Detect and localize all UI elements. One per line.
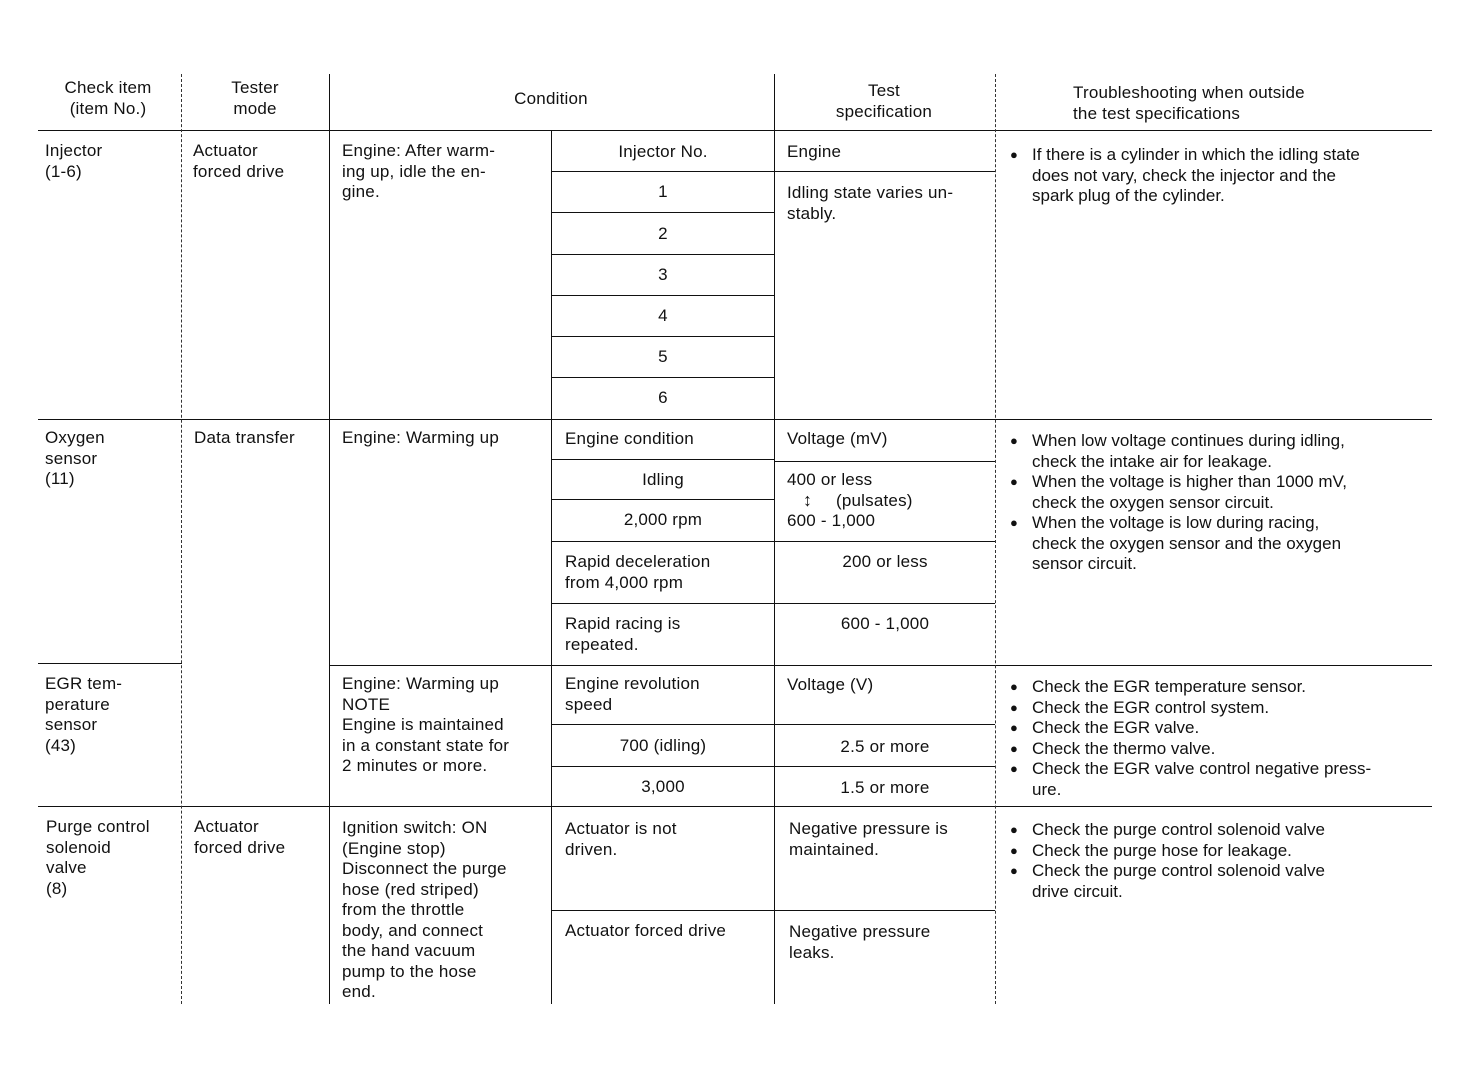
list-item: ● When the voltage is low during racing, check the oxygen sensor and the oxygen sensor circuit. (1008, 513, 1428, 575)
purge-mode: Actuator forced drive (194, 817, 286, 857)
oxygen-row-3-spec: 200 or less (842, 552, 928, 571)
egr-bottom-rule (38, 806, 1432, 807)
injector-spec-header: Engine (787, 142, 842, 161)
oxygen-row-1-spec: 400 or less (787, 470, 873, 489)
list-item: ● When low voltage continues during idling, check the intake air for leakage. (1008, 431, 1428, 472)
inj-rule-a (551, 171, 995, 172)
oxygen-row-1-condition: Idling (642, 470, 684, 489)
oxygen-bottom-rule (330, 665, 1432, 666)
egr-row-1-spec: 2.5 or more (840, 737, 930, 756)
list-item: ● Check the EGR temperature sensor. (1008, 677, 1432, 698)
egr-row-1-condition: 700 (idling) (619, 736, 707, 755)
egr-row-2-spec: 1.5 or more (840, 778, 930, 797)
egr-spec-header: Voltage (V) (787, 675, 874, 694)
list-item: ● Check the purge hose for leakage. (1008, 841, 1428, 862)
oxygen-row-2-condition: 2,000 rpm (623, 510, 703, 529)
injector-no-1: 1 (658, 182, 668, 201)
oxygen-item: Oxygen sensor (11) (45, 428, 105, 488)
list-item: ● Check the purge control solenoid valve (1008, 820, 1428, 841)
injector-no-6: 6 (658, 388, 668, 407)
list-item: ● If there is a cylinder in which the idling state does not vary, check the injector and the spark plug of the cylinder. (1008, 145, 1428, 207)
egr-troubleshooting (1008, 677, 1432, 800)
col-sep-1 (181, 74, 182, 1004)
oxygen-troubleshooting (1008, 431, 1428, 575)
inj-rule-5 (551, 377, 774, 378)
injector-troubleshooting (1008, 145, 1428, 207)
pulsate-arrow-icon: ↕ (803, 490, 812, 510)
header-tester-mode: Tester mode (231, 78, 279, 118)
oxy-rule-a (551, 459, 774, 460)
oxy-rule-c (551, 541, 995, 542)
oxygen-row-4-condition: Rapid racing is repeated. (565, 614, 681, 654)
oxygen-item-bottom-rule (38, 663, 182, 664)
oxygen-pulsates: (pulsates) (836, 491, 913, 510)
purge-rule-a (551, 910, 995, 911)
list-item: ● Check the purge control solenoid valve drive circuit. (1008, 861, 1428, 902)
header-test-specification: Test specification (835, 81, 933, 121)
injector-item: Injector (1-6) (45, 141, 103, 181)
purge-troubleshooting (1008, 820, 1428, 902)
injector-no-5: 5 (658, 347, 668, 366)
injector-no-header: Injector No. (618, 142, 708, 161)
oxygen-sub-header: Engine condition (565, 429, 694, 448)
oxygen-spec-header: Voltage (mV) (787, 429, 888, 448)
header-check-item: Check item (item No.) (64, 78, 152, 118)
oxygen-row-2-spec: 600 - 1,000 (787, 511, 876, 530)
inj-rule-2 (551, 254, 774, 255)
col-sep-5 (995, 74, 996, 1004)
injector-no-4: 4 (658, 306, 668, 325)
injector-mode: Actuator forced drive (193, 141, 285, 181)
col-sep-2 (329, 74, 330, 1004)
purge-row-2-condition: Actuator forced drive (565, 921, 727, 940)
purge-condition: Ignition switch: ON (Engine stop) Disconnect the purge hose (red striped) from the throttle body, and connect the hand vacuum pump to the hose end. (342, 818, 507, 1001)
header-troubleshooting: Troubleshooting when outside the test specifications (1073, 83, 1305, 123)
list-item: ● Check the EGR control system. (1008, 698, 1432, 719)
purge-row-2-spec: Negative pressure leaks. (789, 922, 931, 962)
col-sep-3 (551, 130, 552, 1004)
oxy-rule-b (551, 499, 774, 500)
egr-item: EGR tem- perature sensor (43) (45, 674, 123, 755)
header-rule (38, 130, 1432, 131)
oxygen-condition: Engine: Warming up (342, 428, 499, 447)
oxygen-mode: Data transfer (194, 428, 295, 447)
injector-no-3: 3 (658, 265, 668, 284)
injector-bottom-rule (38, 419, 1432, 420)
list-item: ● Check the EGR valve control negative press- ure. (1008, 759, 1432, 800)
oxygen-row-3-condition: Rapid deceleration from 4,000 rpm (565, 552, 711, 592)
inj-rule-1 (551, 212, 774, 213)
purge-item: Purge control solenoid valve (8) (46, 817, 150, 898)
inj-rule-4 (551, 336, 774, 337)
egr-condition: Engine: Warming up NOTE Engine is maintained in a constant state for 2 minutes or more. (342, 674, 510, 775)
injector-no-2: 2 (658, 224, 668, 243)
list-item: ● Check the EGR valve. (1008, 718, 1432, 739)
oxy-rule-a2 (774, 461, 995, 462)
col-sep-4 (774, 74, 775, 1004)
injector-spec: Idling state varies un- stably. (787, 183, 954, 223)
egr-sub-header: Engine revolution speed (565, 674, 700, 714)
purge-row-1-condition: Actuator is not driven. (565, 819, 677, 859)
list-item: ● Check the thermo valve. (1008, 739, 1432, 760)
injector-condition: Engine: After warm- ing up, idle the en- gine. (342, 141, 496, 201)
oxygen-row-4-spec: 600 - 1,000 (840, 614, 930, 633)
egr-rule-a (551, 724, 995, 725)
inj-rule-3 (551, 295, 774, 296)
header-condition: Condition (514, 89, 588, 108)
egr-rule-b (551, 766, 995, 767)
purge-row-1-spec: Negative pressure is maintained. (789, 819, 948, 859)
oxy-rule-d (551, 603, 995, 604)
list-item: ● When the voltage is higher than 1000 mV, check the oxygen sensor circuit. (1008, 472, 1428, 513)
egr-row-2-condition: 3,000 (641, 777, 685, 796)
